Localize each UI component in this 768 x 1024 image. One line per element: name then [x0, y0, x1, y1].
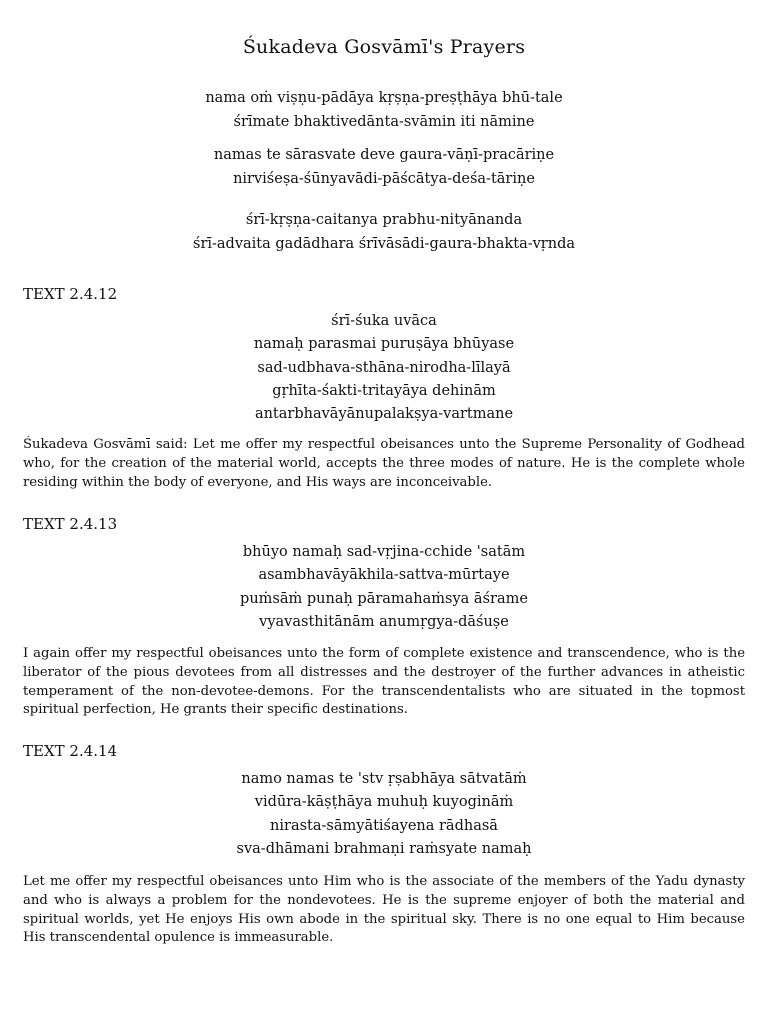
page-title: Śukadeva Gosvāmī's Prayers [242, 36, 526, 58]
translation-paragraph: Śukadeva Gosvāmī said: Let me offer my respectful obeisances unto the Supreme Personality of Godhead who, for the creation of the material world, accepts the three modes of nature. He is the complete whole residing within the body of everyone, and His ways are inconceivable. [23, 437, 745, 490]
section-heading: TEXT 2.4.14 [23, 742, 118, 760]
verse-line: sad-udbhava-sthāna-nirodha-līlayā [257, 359, 511, 376]
translation-paragraph: I again offer my respectful obeisances unto the form of complete existence and transcendence, who is the liberator of the pious devotees from all distresses and the destroyer of the further advances in atheistic temperament of the non-devotee-demons. For the transcendentalists who are situated in the topmost spiritual perfection, He grants their specific destinations. [23, 646, 745, 718]
verse-line: namaḥ parasmai puruṣāya bhūyase [253, 336, 515, 353]
verse-line: bhūyo namaḥ sad-vṛjina-cchide 'satām [242, 544, 526, 560]
invocation-line: nama oṁ viṣṇu-pādāya kṛṣṇa-preṣṭhāya bhū-tale [205, 90, 563, 106]
invocation-line: namas te sārasvate deve gaura-vāṇī-pracāriṇe [213, 147, 555, 163]
translation-paragraph: Let me offer my respectful obeisances unto Him who is the associate of the members of the Yadu dynasty and who is always a problem for the nondevotees. He is the supreme enjoyer of both the material and spiritual worlds, yet He enjoys His own abode in the spiritual sky. There is no one equal to Him because His transcendental opulence is immeasurable. [23, 874, 745, 946]
invocation-verse-3 [0, 208, 768, 256]
invocation-verse-2 [0, 143, 768, 191]
verse-line: śrī-śuka uvāca [331, 313, 437, 329]
invocation-line: śrī-kṛṣṇa-caitanya prabhu-nityānanda [245, 212, 523, 228]
sanskrit-verse [0, 768, 768, 861]
verse-line: vyavasthitānām anumṛgya-dāśuṣe [259, 613, 509, 630]
verse-line: gṛhīta-śakti-tritayāya dehinām [272, 382, 496, 399]
invocation-line: nirviśeṣa-śūnyavādi-pāścātya-deśa-tāriṇe [233, 171, 535, 187]
verse-line: vidūra-kāṣṭhāya muhuḥ kuyogināṁ [254, 794, 514, 811]
section-heading: TEXT 2.4.13 [23, 515, 118, 533]
verse-line: sva-dhāmani brahmaṇi raṁsyate namaḥ [236, 840, 532, 857]
invocation-line: śrīmate bhaktivedānta-svāmin iti nāmine [233, 114, 535, 130]
verse-line: namo namas te 'stv ṛṣabhāya sātvatāṁ [241, 771, 527, 787]
invocation-verse-1 [0, 86, 768, 134]
verse-line: asambhavāyākhila-sattva-mūrtaye [258, 567, 510, 584]
section-heading: TEXT 2.4.12 [23, 285, 118, 303]
verse-line: nirasta-sāmyātiśayena rādhasā [270, 817, 498, 834]
verse-line: antarbhavāyānupalakṣya-vartmane [254, 406, 514, 423]
sanskrit-verse [0, 541, 768, 634]
invocation-line: śrī-advaita gadādhara śrīvāsādi-gaura-bhakta-vṛnda [193, 236, 575, 252]
verse-line: puṁsāṁ punaḥ pāramahaṁsya āśrame [240, 590, 528, 607]
sanskrit-verse [0, 310, 768, 426]
